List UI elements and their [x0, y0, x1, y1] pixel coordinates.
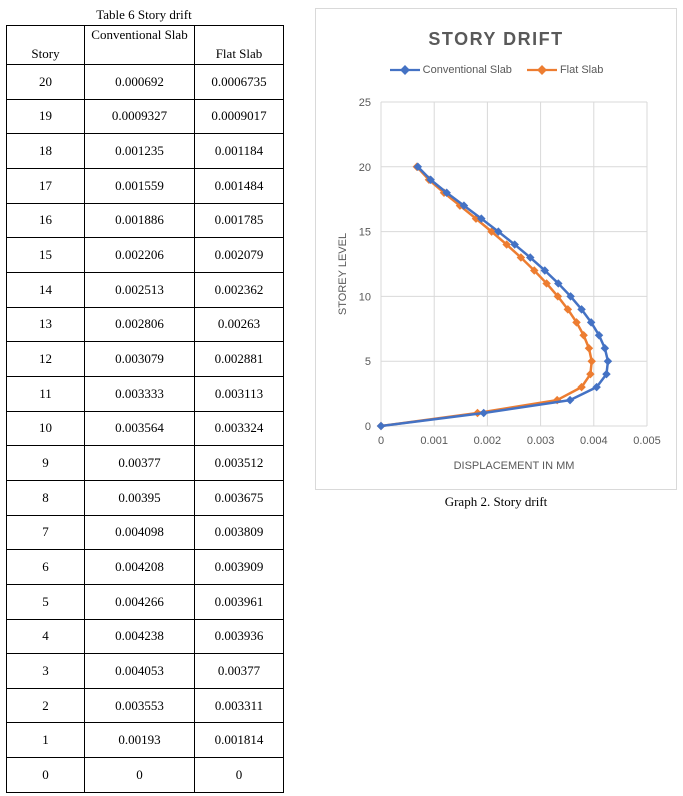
- cell-story: 16: [7, 203, 85, 238]
- data-point-conventional-slab: [377, 422, 385, 430]
- cell-flat-slab: 0.003936: [195, 619, 284, 654]
- table-row: [7, 342, 284, 377]
- cell-flat-slab: 0.003324: [195, 411, 284, 446]
- data-point-flat-slab: [587, 357, 595, 365]
- story-drift-chart: [316, 9, 676, 489]
- cell-conventional-slab: 0.004266: [85, 584, 195, 619]
- cell-story: 12: [7, 342, 85, 377]
- x-tick-label: 0: [377, 435, 385, 447]
- cell-story: 20: [7, 65, 85, 100]
- x-tick-label: 0.002: [473, 435, 502, 447]
- cell-conventional-slab: 0.001559: [85, 168, 195, 203]
- y-tick-label: 0: [364, 421, 371, 433]
- cell-conventional-slab: 0.004208: [85, 550, 195, 585]
- table-row: [7, 654, 284, 689]
- cell-conventional-slab: 0.003553: [85, 688, 195, 723]
- cell-story: 19: [7, 99, 85, 134]
- table-row: [7, 307, 284, 342]
- cell-flat-slab: 0.003909: [195, 550, 284, 585]
- cell-story: 5: [7, 584, 85, 619]
- y-tick-label: 5: [364, 356, 371, 369]
- cell-story: 6: [7, 550, 85, 585]
- cell-story: 1: [7, 723, 85, 758]
- table-row: [7, 134, 284, 169]
- cell-flat-slab: 0.00263: [195, 307, 284, 342]
- graph-caption: Graph 2. Story drift: [444, 494, 548, 509]
- y-tick-label: 10: [358, 291, 371, 304]
- cell-flat-slab: 0.0009017: [195, 99, 284, 134]
- table-row: [7, 758, 284, 793]
- table-row: [7, 584, 284, 619]
- cell-story: 4: [7, 619, 85, 654]
- cell-conventional-slab: 0.00193: [85, 723, 195, 758]
- cell-conventional-slab: 0.00395: [85, 480, 195, 515]
- cell-flat-slab: 0: [195, 758, 284, 793]
- x-tick-label: 0.004: [580, 435, 608, 447]
- cell-flat-slab: 0.003675: [195, 480, 284, 515]
- table-row: [7, 203, 284, 238]
- cell-conventional-slab: 0: [85, 758, 195, 793]
- cell-story: 7: [7, 515, 85, 550]
- cell-conventional-slab: 0.002206: [85, 238, 195, 273]
- cell-conventional-slab: 0.00377: [85, 446, 195, 481]
- cell-flat-slab: 0.003113: [195, 376, 284, 411]
- x-tick-label: 0.005: [633, 435, 661, 447]
- cell-story: 8: [7, 480, 85, 515]
- table-row: [7, 376, 284, 411]
- cell-conventional-slab: 0.002806: [85, 307, 195, 342]
- cell-flat-slab: 0.0006735: [195, 65, 284, 100]
- cell-conventional-slab: 0.004238: [85, 619, 195, 654]
- table-row: [7, 238, 284, 273]
- cell-conventional-slab: 0.0009327: [85, 99, 195, 134]
- table-row: [7, 272, 284, 307]
- data-point-conventional-slab: [601, 344, 609, 352]
- cell-conventional-slab: 0.004098: [85, 515, 195, 550]
- table-row: [7, 619, 284, 654]
- cell-flat-slab: 0.002362: [195, 272, 284, 307]
- chart-title: STORY DRIFT: [428, 29, 564, 49]
- cell-conventional-slab: 0.001235: [85, 134, 195, 169]
- x-tick-label: 0.001: [420, 435, 448, 447]
- table-row: [7, 723, 284, 758]
- legend-label-flat-slab: Flat Slab: [559, 64, 604, 76]
- cell-flat-slab: 0.003809: [195, 515, 284, 550]
- y-axis-label: STOREY LEVEL: [337, 232, 349, 316]
- table-row: [7, 168, 284, 203]
- y-tick-label: 15: [358, 226, 371, 239]
- cell-story: 10: [7, 411, 85, 446]
- data-point-conventional-slab: [479, 409, 487, 417]
- x-tick-label: 0.003: [526, 435, 555, 447]
- cell-story: 14: [7, 272, 85, 307]
- data-point-conventional-slab: [604, 357, 612, 365]
- story-drift-table: [6, 25, 284, 793]
- cell-conventional-slab: 0.002513: [85, 272, 195, 307]
- header-conventional-slab: Conventional Slab: [85, 26, 195, 65]
- cell-story: 0: [7, 758, 85, 793]
- chart-frame: [315, 8, 677, 490]
- table-row: [7, 550, 284, 585]
- header-story: Story: [7, 26, 85, 65]
- cell-story: 13: [7, 307, 85, 342]
- cell-flat-slab: 0.003311: [195, 688, 284, 723]
- cell-flat-slab: 0.001484: [195, 168, 284, 203]
- cell-story: 3: [7, 654, 85, 689]
- x-axis-label: DISPLACEMENT IN MM: [453, 460, 575, 472]
- y-tick-label: 25: [358, 97, 371, 109]
- header-flat-slab: Flat Slab: [195, 26, 284, 65]
- table-body: [7, 65, 284, 793]
- cell-flat-slab: 0.00377: [195, 654, 284, 689]
- data-point-flat-slab: [585, 344, 593, 352]
- table-row: [7, 480, 284, 515]
- table-row: [7, 515, 284, 550]
- cell-story: 18: [7, 134, 85, 169]
- table-row: [7, 411, 284, 446]
- table-row: [7, 446, 284, 481]
- cell-story: 11: [7, 376, 85, 411]
- cell-flat-slab: 0.001814: [195, 723, 284, 758]
- data-point-conventional-slab: [566, 396, 574, 404]
- cell-conventional-slab: 0.001886: [85, 203, 195, 238]
- table-caption: Table 6 Story drift: [96, 7, 192, 22]
- table-row: [7, 65, 284, 100]
- cell-flat-slab: 0.003961: [195, 584, 284, 619]
- cell-conventional-slab: 0.004053: [85, 654, 195, 689]
- cell-conventional-slab: 0.003564: [85, 411, 195, 446]
- cell-story: 15: [7, 238, 85, 273]
- cell-flat-slab: 0.002079: [195, 238, 284, 273]
- cell-story: 2: [7, 688, 85, 723]
- table-row: [7, 99, 284, 134]
- cell-story: 17: [7, 168, 85, 203]
- cell-flat-slab: 0.003512: [195, 446, 284, 481]
- y-tick-label: 20: [358, 161, 371, 174]
- table-row: [7, 688, 284, 723]
- cell-flat-slab: 0.002881: [195, 342, 284, 377]
- table-header-row: [7, 26, 284, 65]
- legend-label-conventional-slab: Conventional Slab: [422, 64, 512, 76]
- cell-story: 9: [7, 446, 85, 481]
- cell-conventional-slab: 0.003079: [85, 342, 195, 377]
- cell-flat-slab: 0.001785: [195, 203, 284, 238]
- cell-conventional-slab: 0.003333: [85, 376, 195, 411]
- cell-flat-slab: 0.001184: [195, 134, 284, 169]
- cell-conventional-slab: 0.000692: [85, 65, 195, 100]
